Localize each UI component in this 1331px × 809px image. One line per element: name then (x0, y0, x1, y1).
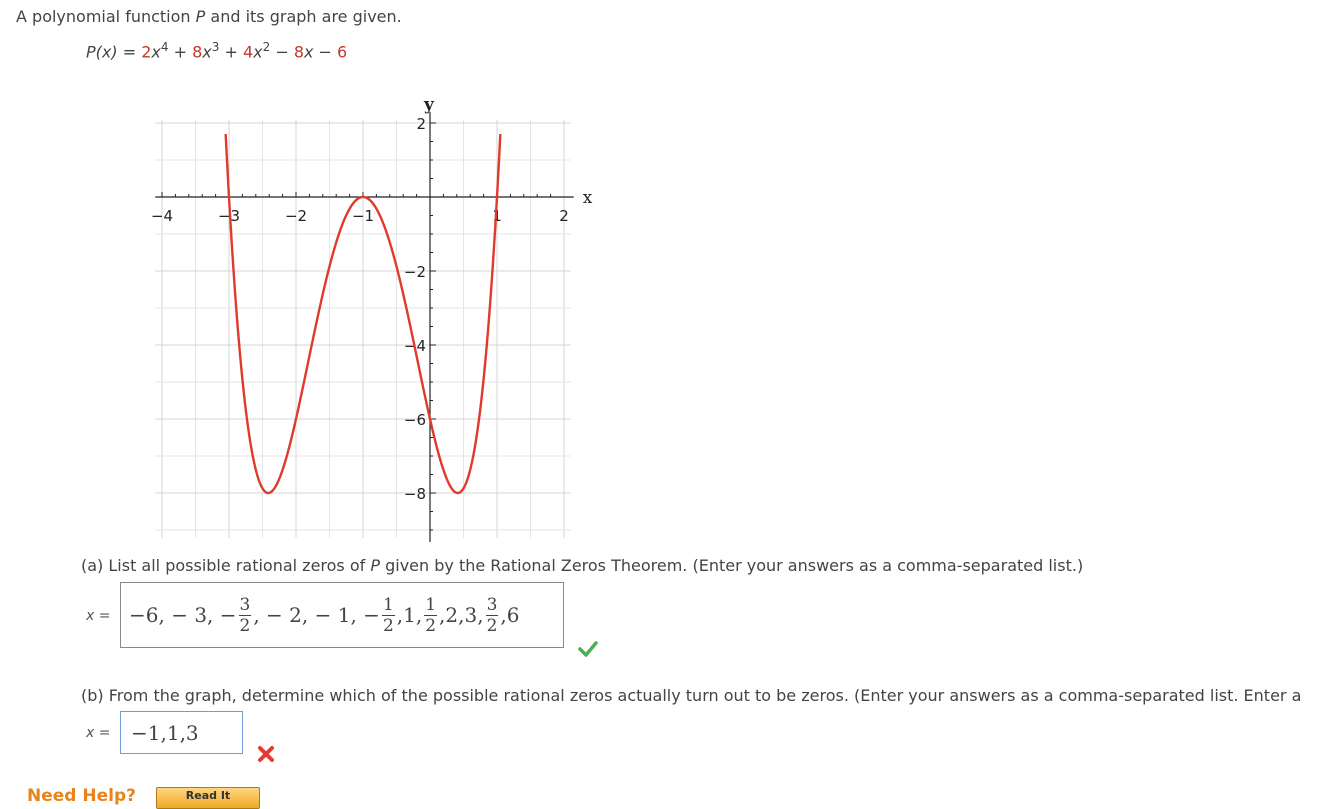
cross-icon (257, 745, 275, 763)
part-b-answer-field[interactable] (120, 711, 243, 754)
part-a-question (81, 556, 1083, 575)
x-tick-label: 1 (492, 207, 502, 225)
fraction-1-2-positive (424, 595, 437, 636)
frac-den: 2 (486, 615, 498, 636)
poly-lhs: P(x) = (86, 42, 142, 62)
op-1: + (168, 42, 193, 62)
part-b-x-label: x = (86, 725, 111, 741)
frac-den: 2 (425, 615, 437, 636)
fraction-3-2-positive (486, 595, 499, 636)
coef-1: 8 (293, 42, 304, 62)
coef-3: 8 (192, 42, 203, 62)
exp-2: 2 (262, 40, 271, 54)
poly-var-4: x (151, 42, 161, 62)
y-axis-label: y (424, 94, 434, 115)
part-a-variable: P (370, 556, 381, 575)
x-tick-label: 2 (559, 207, 569, 225)
op-2: + (219, 42, 243, 62)
coef-4: 2 (141, 42, 152, 62)
check-icon (578, 640, 598, 658)
answer-b-text: −1,1,3 (131, 720, 199, 745)
frac-num: 3 (486, 594, 498, 615)
exp-4: 4 (160, 40, 169, 54)
y-tick-label: −4 (403, 337, 426, 355)
fraction-3-2 (239, 595, 252, 636)
intro-text-2: and its graph are given. (205, 7, 402, 26)
y-tick-label: −2 (403, 263, 426, 281)
coef-0: 6 (337, 42, 348, 62)
x-axis-label: x (582, 188, 593, 208)
polynomial-graph (140, 82, 610, 542)
part-a-answer-field[interactable] (120, 582, 564, 648)
frac-num: 1 (382, 594, 394, 615)
fraction-1-2 (382, 595, 395, 636)
frac-num: 3 (239, 594, 251, 615)
y-tick-label: −8 (403, 485, 426, 503)
x-tick-label: −1 (351, 207, 375, 225)
answer-a-seg-1: −6, − 3, − (129, 603, 237, 627)
coef-2: 4 (242, 42, 254, 62)
polynomial-formula (86, 40, 347, 61)
x-tick-label: −2 (284, 207, 308, 225)
problem-intro (16, 7, 402, 26)
exp-3: 3 (211, 40, 220, 54)
answer-a-seg-5: ,6 (500, 603, 520, 627)
poly-var-2: x (253, 42, 263, 62)
intro-variable: P (195, 7, 206, 26)
frac-den: 2 (382, 615, 394, 636)
op-3: − (270, 42, 294, 62)
part-a-text-1: (a) List all possible rational zeros of (81, 556, 371, 575)
frac-den: 2 (239, 615, 251, 636)
answer-a-seg-2: , − 2, − 1, − (253, 603, 380, 627)
poly-var-1: x (304, 42, 314, 62)
intro-text-1: A polynomial function (16, 7, 196, 26)
poly-var-3: x (202, 42, 212, 62)
part-a-x-label: x = (86, 608, 111, 624)
answer-a-seg-3: ,1, (396, 603, 423, 627)
read-it-button[interactable]: Read It (156, 787, 260, 809)
op-4: − (313, 42, 338, 62)
answer-a-seg-4: ,2,3, (439, 603, 484, 627)
y-tick-label: −6 (403, 411, 426, 429)
frac-num: 1 (425, 594, 437, 615)
part-b-question: (b) From the graph, determine which of the possible rational zeros actually turn out to be zeros. (Enter your answers as a comma-separated list. Enter a (81, 686, 1302, 705)
part-a-text-2: given by the Rational Zeros Theorem. (Enter your answers as a comma-separated list.) (380, 556, 1084, 575)
x-tick-label: −3 (217, 207, 241, 225)
x-tick-label: −4 (150, 207, 174, 225)
need-help-label: Need Help? (27, 786, 136, 806)
y-tick-label: 2 (416, 115, 426, 133)
